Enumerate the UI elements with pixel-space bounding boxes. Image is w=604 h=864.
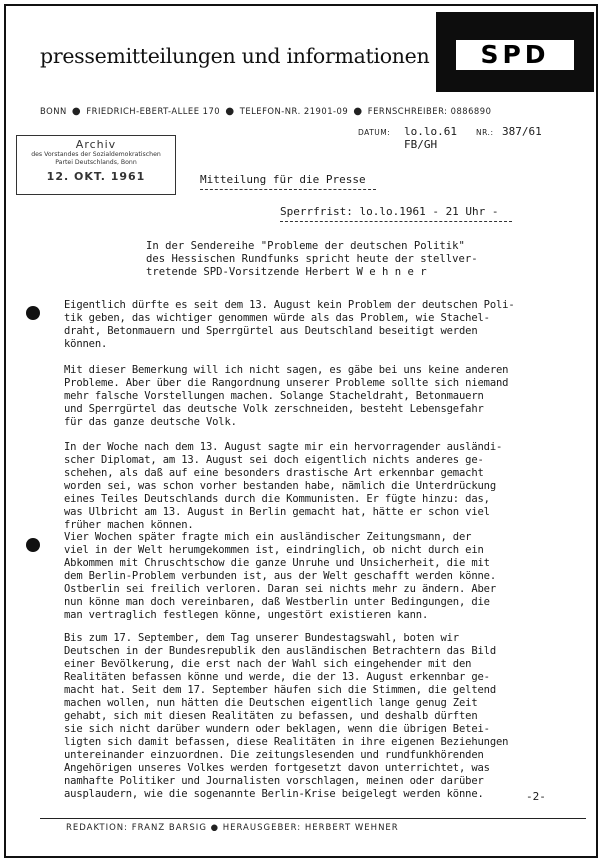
next-page-marker: -2-: [526, 790, 546, 803]
footer-credits: REDAKTION: FRANZ BARSIG ● HERAUSGEBER: HERBERT WEHNER: [66, 823, 399, 833]
bullet-icon: ●: [353, 106, 363, 117]
body-paragraph-5: Bis zum 17. September, dem Tag unserer Bundestagswahl, boten wir Deutschen in der Bundesrepublik den ausländischen Betrachtern das Bild einer Bevölkerung, die erst nach der Wahl sich eingehender mit den Realitäten befassen könne und werde, die der 13. August erkennbar ge- macht hat. Seit dem 17. September häufen sich die Stimmen, die geltend machen wollen, nun hätten die Deutschen eigentlich lange genug Zeit gehabt, sich mit diesen Realitäten zu befassen, und deshalb dürften sie sich nicht darüber wundern oder beklagen, wenn die übrigen Betei- ligten sich damit befassen, diese Realitäten in ihre eigenen Beziehungen untereinander einzuordnen. Die zeitungslesenden und rundfunkhörenden Angehörigen unseres Volkes werden fortgesetzt davon unterrichtet, was namhafte Politiker und Journalisten vorschlagen, meinen oder darüber ausplaudern, wie die sogenannte Berlin-Krise beigelegt werden könne.: [64, 632, 509, 800]
stamp-line-1: des Vorstandes der Sozialdemokratischen: [31, 151, 161, 158]
address-phone: TELEFON-NR. 21901-09: [239, 106, 349, 116]
footer-rule: [40, 818, 586, 819]
sperrfrist-underline: [280, 221, 512, 222]
nr-label: NR.:: [476, 128, 494, 137]
masthead-title: pressemitteilungen und informationen: [40, 44, 430, 68]
address-street: FRIEDRICH-EBERT-ALLEE 170: [86, 106, 221, 116]
mitteilung-heading: Mitteilung für die Presse: [200, 173, 366, 186]
spd-logo-text: SPD: [456, 40, 574, 70]
initials: FB/GH: [404, 138, 438, 151]
intro-paragraph: In der Sendereihe "Probleme der deutschen Politik" des Hessischen Rundfunks spricht heute der stellver- tretende SPD-Vorsitzende Herbert W e h n e r: [146, 240, 478, 278]
address-telex: FERNSCHREIBER: 0886890: [367, 106, 492, 116]
bullet-icon: ●: [225, 106, 235, 117]
body-paragraph-2: Mit dieser Bemerkung will ich nicht sagen, es gäbe bei uns keine anderen Probleme. Aber über die Rangordnung unserer Probleme sollte sich niemand mehr falsche Vorstellungen machen. Solange Stacheldraht, Betonmauern und Sperrgürtel das deutsche Volk zerschneiden, besteht Lebensgefahr für das ganze deutsche Volk.: [64, 364, 509, 428]
datum-value: lo.lo.61: [404, 125, 457, 138]
punch-hole: [26, 306, 40, 320]
address-city: BONN: [40, 106, 67, 116]
stamp-date: 12. OKT. 1961: [46, 170, 146, 183]
bullet-icon: ●: [71, 106, 82, 117]
body-paragraph-3: In der Woche nach dem 13. August sagte mir ein hervorragender ausländi- scher Diplomat, am 13. August sei doch eigentlich nichts anderes ge- schehen, als daß auf eine besonders drastische Art erkennbar gemacht worden sei, was schon vorher bestanden habe, nämlich die Unterdrückung eines Teiles Deutschlands durch die Kommunisten. Er fügte hinzu: das, was Ulbricht am 13. August in Berlin gemacht hat, hätte er schon viel früher machen können.: [64, 441, 503, 531]
nr-value: 387/61: [502, 125, 542, 138]
body-paragraph-1: Eigentlich dürfte es seit dem 13. August kein Problem der deutschen Poli- tik geben, das wichtiger genommen würde als das Problem, wie Stachel- draht, Betonmauern und Sperrgürtel aus Deutschland beseitigt werden können.: [64, 299, 515, 350]
spd-logo: [436, 12, 594, 92]
body-paragraph-4: Vier Wochen später fragte mich ein ausländischer Zeitungsmann, der viel in der Welt herumgekommen ist, eindringlich, ob nicht durch ein Abkommen mit Chruschtschow die ganze Unruhe und Unsicherheit, die mit dem Berlin-Problem verbunden ist, aus der Welt geschafft werden könne. Ostberlin sei freilich verloren. Daran sei nichts mehr zu ändern. Aber nun könne man doch vereinbaren, daß Westberlin unter Bedingungen, die man vertraglich festlegen könne, ungestört existieren kann.: [64, 531, 497, 621]
stamp-title: Archiv: [75, 138, 117, 151]
sperrfrist: Sperrfrist: lo.lo.1961 - 21 Uhr -: [280, 205, 499, 218]
punch-hole: [26, 538, 40, 552]
stamp-line-2: Partei Deutschlands, Bonn: [55, 159, 137, 166]
heading-underline: [200, 189, 376, 190]
archive-stamp: [16, 135, 176, 195]
address-line: [40, 106, 586, 117]
datum-label: DATUM:: [358, 128, 391, 137]
